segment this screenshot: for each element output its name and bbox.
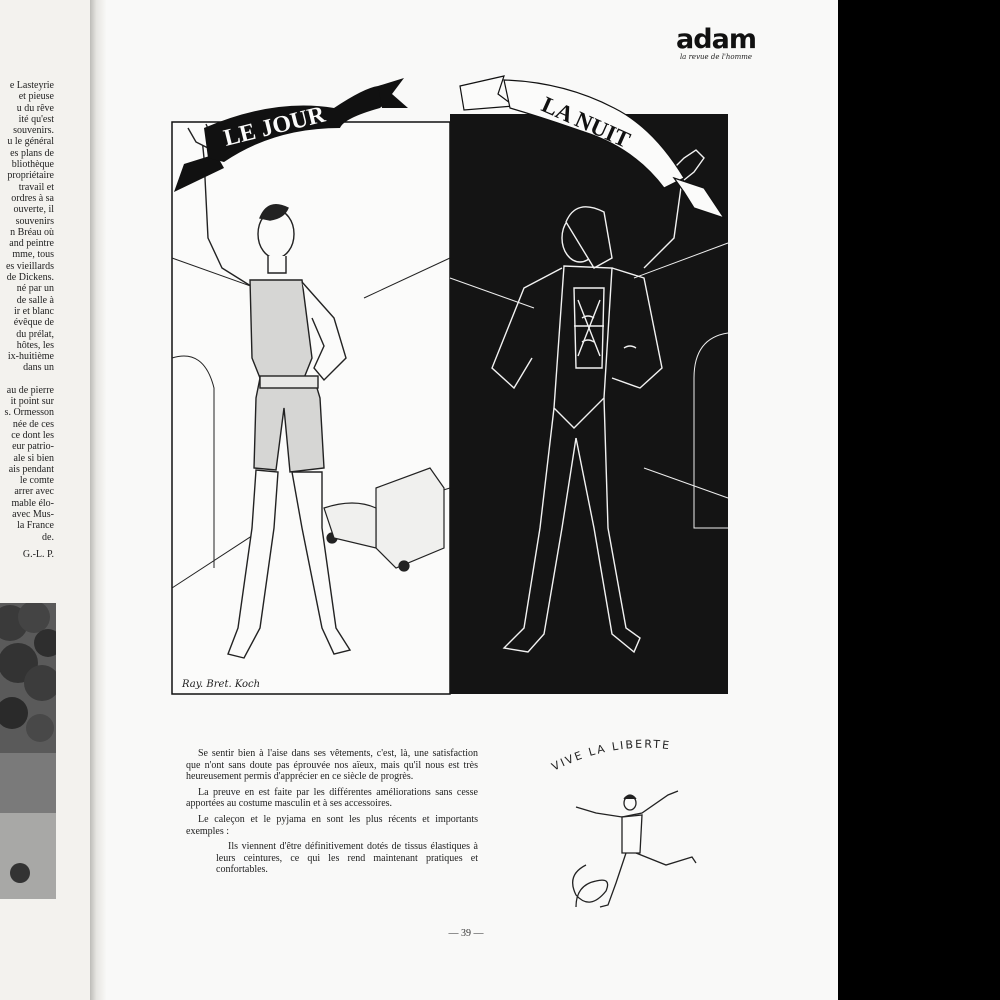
left-line: hôtes, les <box>16 339 54 351</box>
left-line: mme, tous <box>12 249 54 261</box>
left-line: it point sur <box>10 396 54 408</box>
article-paragraph: Le caleçon et le pyjama en sont les plus récents et importants exemples : <box>186 813 478 837</box>
left-line: eur patrio- <box>12 441 54 453</box>
left-line: u du rêve <box>16 102 54 114</box>
night-panel <box>450 114 728 694</box>
left-line: de salle à <box>16 294 54 306</box>
left-line: ouverte, il <box>13 204 54 216</box>
left-line: bliothèque <box>11 159 54 171</box>
left-signature: G.-L. P. <box>22 548 54 560</box>
day-night-illustration <box>164 68 744 700</box>
left-line: u le général <box>7 136 54 148</box>
left-page <box>0 0 90 1000</box>
vignette-caption: VIVE LA LIBERTE <box>549 737 672 774</box>
left-line: es vieillards <box>5 260 54 272</box>
magazine-tagline: la revue de l'homme <box>679 53 753 61</box>
banner-night-label: LA NUIT <box>537 91 634 153</box>
left-line: ce dont les <box>11 429 54 441</box>
article-text <box>186 748 478 880</box>
left-line: ir et blanc <box>14 305 54 317</box>
left-line: du prélat, <box>16 328 54 340</box>
left-line: de Dickens. <box>6 272 54 284</box>
artist-signature: Ray. Bret. Koch <box>182 679 261 690</box>
left-line: le comte <box>19 475 54 487</box>
left-line: la France <box>17 520 54 532</box>
left-line: n Bréau où <box>10 226 54 238</box>
left-line: and peintre <box>9 238 54 250</box>
left-line: né par un <box>16 283 54 295</box>
dancing-man-drawing <box>546 735 716 925</box>
page-number: — 39 — <box>448 928 484 939</box>
banner-day-label: LE JOUR <box>221 101 328 152</box>
article-paragraph: La preuve en est faite par les différentes améliorations sans cesse apportées au costume masculin et à ses accessoires. <box>186 786 478 810</box>
left-column-text <box>0 80 54 560</box>
left-line: ale si bien <box>13 452 54 464</box>
magazine-logo: adam <box>676 24 756 55</box>
left-line: arrer avec <box>14 486 54 498</box>
left-line: es plans de <box>10 147 54 159</box>
left-line: dans un <box>23 362 54 374</box>
left-line: ix-huitième <box>7 351 54 363</box>
left-line: au de pierre <box>6 384 54 396</box>
left-line: s. Ormesson <box>4 407 54 419</box>
left-line: née de ces <box>12 418 54 430</box>
masthead <box>666 26 766 61</box>
left-line: et pieuse <box>18 91 54 103</box>
left-photo <box>0 603 56 899</box>
left-line: ité qu'est <box>18 113 54 125</box>
background-shadow <box>838 0 1000 1000</box>
vignette-illustration <box>546 735 716 925</box>
left-line: propriétaire <box>7 170 54 182</box>
left-line: de. <box>42 531 54 543</box>
left-line: souvenirs <box>15 215 54 227</box>
left-line: ordres à sa <box>11 192 54 204</box>
article-paragraph: Se sentir bien à l'aise dans ses vêtements, c'est, là, une satisfaction que n'ont sans doute pas éprouvée nos aïeux, mais qu'il nous est très heureusement permis d'apprécier en ce siècle de progrès. <box>186 748 478 783</box>
left-line: souvenirs. <box>13 125 54 137</box>
left-line: mable élo- <box>11 497 54 509</box>
right-page <box>106 0 838 1000</box>
article-paragraph: Ils viennent d'être définitivement dotés de tissus élastiques à leurs ceintures, ce qui les rend maintenant pratiques et confortables. <box>216 841 478 876</box>
left-line: e Lasteyrie <box>9 80 54 91</box>
illustration-drawing <box>164 68 744 700</box>
left-line: évêque de <box>13 317 54 329</box>
book-spine <box>90 0 106 1000</box>
left-line: avec Mus- <box>12 508 54 520</box>
left-line: ais pendant <box>8 463 54 475</box>
left-line: travail et <box>18 181 54 193</box>
